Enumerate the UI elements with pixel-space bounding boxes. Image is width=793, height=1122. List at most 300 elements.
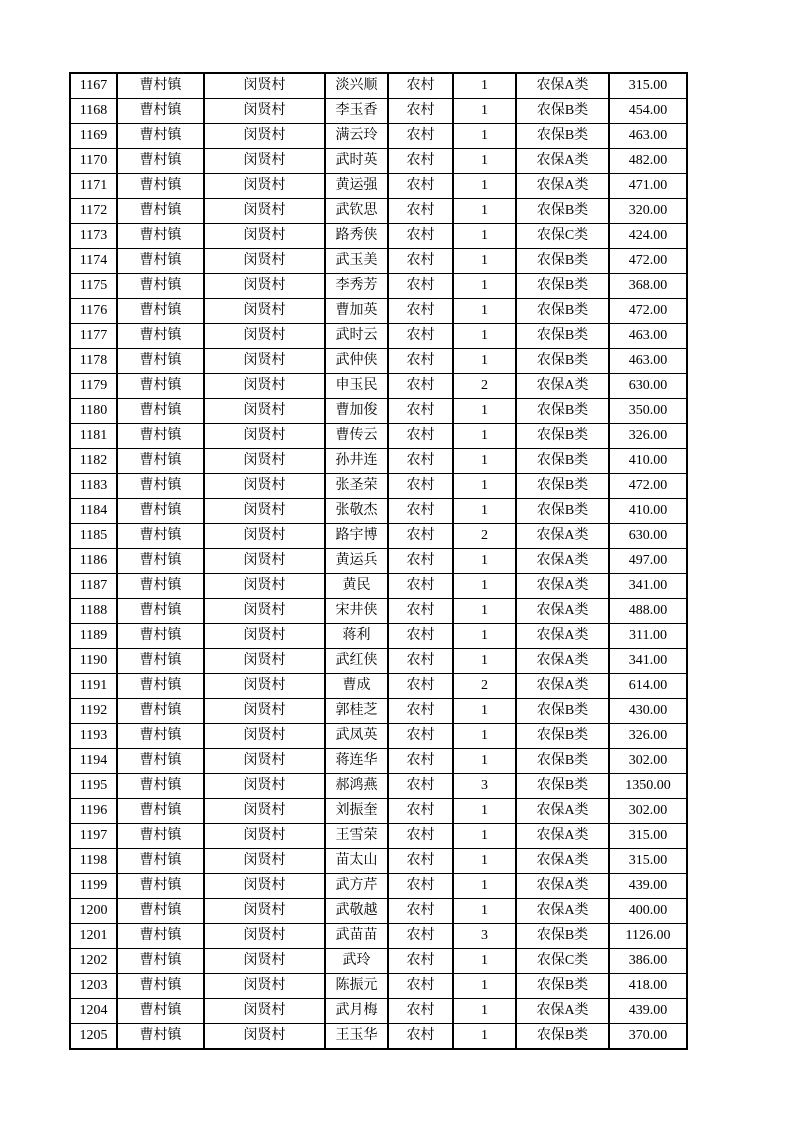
person-count-cell: 1	[453, 899, 516, 924]
table-row	[70, 749, 687, 774]
amount-cell: 1350.00	[609, 774, 687, 799]
table-row	[70, 999, 687, 1024]
amount-cell: 439.00	[609, 999, 687, 1024]
insurance-type-cell: 农保B类	[516, 774, 609, 799]
table-row	[70, 524, 687, 549]
amount-cell: 471.00	[609, 174, 687, 199]
table-row	[70, 949, 687, 974]
table-row	[70, 824, 687, 849]
person-name-cell: 宋井侠	[325, 599, 388, 624]
sequence-number-cell: 1177	[70, 324, 117, 349]
town-cell: 曹村镇	[117, 799, 204, 824]
amount-cell: 315.00	[609, 73, 687, 99]
insurance-type-cell: 农保B类	[516, 424, 609, 449]
amount-cell: 315.00	[609, 824, 687, 849]
sequence-number-cell: 1194	[70, 749, 117, 774]
person-count-cell: 1	[453, 249, 516, 274]
table-row	[70, 424, 687, 449]
amount-cell: 341.00	[609, 649, 687, 674]
insurance-type-cell: 农保B类	[516, 1024, 609, 1050]
town-cell: 曹村镇	[117, 73, 204, 99]
village-cell: 闵贤村	[204, 749, 325, 774]
records-table	[69, 72, 688, 1050]
amount-cell: 315.00	[609, 849, 687, 874]
sequence-number-cell: 1188	[70, 599, 117, 624]
person-name-cell: 张敬杰	[325, 499, 388, 524]
sequence-number-cell: 1193	[70, 724, 117, 749]
person-count-cell: 3	[453, 924, 516, 949]
town-cell: 曹村镇	[117, 649, 204, 674]
table-row	[70, 624, 687, 649]
town-cell: 曹村镇	[117, 499, 204, 524]
amount-cell: 341.00	[609, 574, 687, 599]
category-cell: 农村	[388, 824, 453, 849]
amount-cell: 482.00	[609, 149, 687, 174]
person-count-cell: 1	[453, 624, 516, 649]
village-cell: 闵贤村	[204, 99, 325, 124]
insurance-type-cell: 农保A类	[516, 649, 609, 674]
town-cell: 曹村镇	[117, 324, 204, 349]
person-name-cell: 武敬越	[325, 899, 388, 924]
person-name-cell: 李秀芳	[325, 274, 388, 299]
table-row	[70, 299, 687, 324]
insurance-type-cell: 农保B类	[516, 474, 609, 499]
person-name-cell: 路秀侠	[325, 224, 388, 249]
sequence-number-cell: 1192	[70, 699, 117, 724]
category-cell: 农村	[388, 849, 453, 874]
town-cell: 曹村镇	[117, 349, 204, 374]
insurance-type-cell: 农保B类	[516, 924, 609, 949]
category-cell: 农村	[388, 574, 453, 599]
table-row	[70, 649, 687, 674]
table-row	[70, 374, 687, 399]
person-name-cell: 张圣荣	[325, 474, 388, 499]
village-cell: 闵贤村	[204, 699, 325, 724]
village-cell: 闵贤村	[204, 324, 325, 349]
insurance-type-cell: 农保B类	[516, 199, 609, 224]
table-row	[70, 724, 687, 749]
table-row	[70, 474, 687, 499]
town-cell: 曹村镇	[117, 249, 204, 274]
category-cell: 农村	[388, 549, 453, 574]
village-cell: 闵贤村	[204, 199, 325, 224]
amount-cell: 350.00	[609, 399, 687, 424]
insurance-type-cell: 农保C类	[516, 224, 609, 249]
insurance-type-cell: 农保B类	[516, 249, 609, 274]
town-cell: 曹村镇	[117, 999, 204, 1024]
table-row	[70, 274, 687, 299]
town-cell: 曹村镇	[117, 899, 204, 924]
person-count-cell: 1	[453, 149, 516, 174]
category-cell: 农村	[388, 324, 453, 349]
amount-cell: 302.00	[609, 749, 687, 774]
village-cell: 闵贤村	[204, 124, 325, 149]
person-count-cell: 1	[453, 474, 516, 499]
person-name-cell: 武仲侠	[325, 349, 388, 374]
town-cell: 曹村镇	[117, 274, 204, 299]
table-row	[70, 349, 687, 374]
town-cell: 曹村镇	[117, 174, 204, 199]
person-count-cell: 1	[453, 224, 516, 249]
village-cell: 闵贤村	[204, 974, 325, 999]
town-cell: 曹村镇	[117, 874, 204, 899]
insurance-type-cell: 农保B类	[516, 324, 609, 349]
sequence-number-cell: 1185	[70, 524, 117, 549]
insurance-type-cell: 农保B类	[516, 974, 609, 999]
town-cell: 曹村镇	[117, 774, 204, 799]
category-cell: 农村	[388, 99, 453, 124]
person-name-cell: 曹传云	[325, 424, 388, 449]
sequence-number-cell: 1176	[70, 299, 117, 324]
village-cell: 闵贤村	[204, 1024, 325, 1050]
person-name-cell: 孙井连	[325, 449, 388, 474]
category-cell: 农村	[388, 749, 453, 774]
person-name-cell: 黄运强	[325, 174, 388, 199]
town-cell: 曹村镇	[117, 374, 204, 399]
village-cell: 闵贤村	[204, 374, 325, 399]
table-row	[70, 549, 687, 574]
insurance-type-cell: 农保B类	[516, 349, 609, 374]
table-row	[70, 73, 687, 99]
amount-cell: 370.00	[609, 1024, 687, 1050]
amount-cell: 1126.00	[609, 924, 687, 949]
town-cell: 曹村镇	[117, 449, 204, 474]
village-cell: 闵贤村	[204, 999, 325, 1024]
sequence-number-cell: 1168	[70, 99, 117, 124]
person-count-cell: 2	[453, 524, 516, 549]
category-cell: 农村	[388, 699, 453, 724]
table-row	[70, 149, 687, 174]
table-row	[70, 574, 687, 599]
amount-cell: 488.00	[609, 599, 687, 624]
town-cell: 曹村镇	[117, 824, 204, 849]
person-name-cell: 李玉香	[325, 99, 388, 124]
person-name-cell: 武方芹	[325, 874, 388, 899]
amount-cell: 430.00	[609, 699, 687, 724]
person-count-cell: 1	[453, 399, 516, 424]
amount-cell: 302.00	[609, 799, 687, 824]
person-count-cell: 1	[453, 124, 516, 149]
village-cell: 闵贤村	[204, 949, 325, 974]
person-name-cell: 王雪荣	[325, 824, 388, 849]
insurance-type-cell: 农保A类	[516, 824, 609, 849]
person-count-cell: 1	[453, 649, 516, 674]
town-cell: 曹村镇	[117, 1024, 204, 1050]
sequence-number-cell: 1173	[70, 224, 117, 249]
category-cell: 农村	[388, 524, 453, 549]
table-row	[70, 699, 687, 724]
village-cell: 闵贤村	[204, 724, 325, 749]
village-cell: 闵贤村	[204, 524, 325, 549]
person-count-cell: 1	[453, 449, 516, 474]
amount-cell: 439.00	[609, 874, 687, 899]
sequence-number-cell: 1170	[70, 149, 117, 174]
insurance-type-cell: 农保B类	[516, 699, 609, 724]
person-count-cell: 1	[453, 199, 516, 224]
amount-cell: 368.00	[609, 274, 687, 299]
person-count-cell: 1	[453, 724, 516, 749]
category-cell: 农村	[388, 924, 453, 949]
category-cell: 农村	[388, 174, 453, 199]
person-name-cell: 苗太山	[325, 849, 388, 874]
category-cell: 农村	[388, 674, 453, 699]
category-cell: 农村	[388, 124, 453, 149]
category-cell: 农村	[388, 249, 453, 274]
amount-cell: 400.00	[609, 899, 687, 924]
insurance-type-cell: 农保A类	[516, 849, 609, 874]
village-cell: 闵贤村	[204, 849, 325, 874]
person-name-cell: 黄民	[325, 574, 388, 599]
sequence-number-cell: 1178	[70, 349, 117, 374]
sequence-number-cell: 1189	[70, 624, 117, 649]
insurance-type-cell: 农保B类	[516, 99, 609, 124]
table-row	[70, 1024, 687, 1050]
category-cell: 农村	[388, 374, 453, 399]
category-cell: 农村	[388, 1024, 453, 1050]
town-cell: 曹村镇	[117, 224, 204, 249]
person-name-cell: 武钦思	[325, 199, 388, 224]
insurance-type-cell: 农保A类	[516, 73, 609, 99]
town-cell: 曹村镇	[117, 749, 204, 774]
person-name-cell: 申玉民	[325, 374, 388, 399]
amount-cell: 410.00	[609, 499, 687, 524]
insurance-type-cell: 农保B类	[516, 399, 609, 424]
town-cell: 曹村镇	[117, 199, 204, 224]
town-cell: 曹村镇	[117, 474, 204, 499]
category-cell: 农村	[388, 499, 453, 524]
person-name-cell: 路宇博	[325, 524, 388, 549]
sequence-number-cell: 1179	[70, 374, 117, 399]
category-cell: 农村	[388, 899, 453, 924]
category-cell: 农村	[388, 949, 453, 974]
insurance-type-cell: 农保A类	[516, 549, 609, 574]
village-cell: 闵贤村	[204, 899, 325, 924]
category-cell: 农村	[388, 424, 453, 449]
person-count-cell: 1	[453, 1024, 516, 1050]
table-row	[70, 874, 687, 899]
person-name-cell: 曹加英	[325, 299, 388, 324]
person-count-cell: 2	[453, 374, 516, 399]
table-row	[70, 599, 687, 624]
amount-cell: 320.00	[609, 199, 687, 224]
person-name-cell: 武时英	[325, 149, 388, 174]
village-cell: 闵贤村	[204, 624, 325, 649]
town-cell: 曹村镇	[117, 124, 204, 149]
amount-cell: 614.00	[609, 674, 687, 699]
category-cell: 农村	[388, 474, 453, 499]
sequence-number-cell: 1172	[70, 199, 117, 224]
insurance-type-cell: 农保A类	[516, 799, 609, 824]
table-row	[70, 324, 687, 349]
town-cell: 曹村镇	[117, 924, 204, 949]
amount-cell: 463.00	[609, 349, 687, 374]
insurance-type-cell: 农保A类	[516, 374, 609, 399]
insurance-type-cell: 农保A类	[516, 624, 609, 649]
amount-cell: 472.00	[609, 249, 687, 274]
person-count-cell: 1	[453, 299, 516, 324]
person-name-cell: 满云玲	[325, 124, 388, 149]
amount-cell: 326.00	[609, 424, 687, 449]
category-cell: 农村	[388, 399, 453, 424]
town-cell: 曹村镇	[117, 524, 204, 549]
village-cell: 闵贤村	[204, 574, 325, 599]
insurance-type-cell: 农保A类	[516, 149, 609, 174]
sequence-number-cell: 1171	[70, 174, 117, 199]
person-count-cell: 3	[453, 774, 516, 799]
village-cell: 闵贤村	[204, 224, 325, 249]
sequence-number-cell: 1167	[70, 73, 117, 99]
table-row	[70, 924, 687, 949]
town-cell: 曹村镇	[117, 699, 204, 724]
village-cell: 闵贤村	[204, 549, 325, 574]
table-row	[70, 399, 687, 424]
person-name-cell: 曹加俊	[325, 399, 388, 424]
table-row	[70, 799, 687, 824]
table-row	[70, 224, 687, 249]
category-cell: 农村	[388, 349, 453, 374]
amount-cell: 311.00	[609, 624, 687, 649]
town-cell: 曹村镇	[117, 974, 204, 999]
person-name-cell: 武玲	[325, 949, 388, 974]
village-cell: 闵贤村	[204, 774, 325, 799]
insurance-type-cell: 农保B类	[516, 499, 609, 524]
person-count-cell: 2	[453, 674, 516, 699]
person-count-cell: 1	[453, 549, 516, 574]
insurance-type-cell: 农保B类	[516, 449, 609, 474]
table-row	[70, 124, 687, 149]
insurance-type-cell: 农保A类	[516, 874, 609, 899]
category-cell: 农村	[388, 624, 453, 649]
town-cell: 曹村镇	[117, 299, 204, 324]
category-cell: 农村	[388, 999, 453, 1024]
table-row	[70, 849, 687, 874]
category-cell: 农村	[388, 73, 453, 99]
category-cell: 农村	[388, 449, 453, 474]
sequence-number-cell: 1174	[70, 249, 117, 274]
category-cell: 农村	[388, 799, 453, 824]
table-row	[70, 674, 687, 699]
town-cell: 曹村镇	[117, 399, 204, 424]
person-name-cell: 武红侠	[325, 649, 388, 674]
category-cell: 农村	[388, 224, 453, 249]
sequence-number-cell: 1204	[70, 999, 117, 1024]
category-cell: 农村	[388, 274, 453, 299]
person-name-cell: 郝鸿燕	[325, 774, 388, 799]
amount-cell: 630.00	[609, 374, 687, 399]
person-count-cell: 1	[453, 349, 516, 374]
person-count-cell: 1	[453, 799, 516, 824]
person-count-cell: 1	[453, 749, 516, 774]
village-cell: 闵贤村	[204, 599, 325, 624]
person-count-cell: 1	[453, 174, 516, 199]
table-row	[70, 774, 687, 799]
table-row	[70, 499, 687, 524]
person-count-cell: 1	[453, 73, 516, 99]
sequence-number-cell: 1201	[70, 924, 117, 949]
amount-cell: 463.00	[609, 124, 687, 149]
sequence-number-cell: 1181	[70, 424, 117, 449]
amount-cell: 454.00	[609, 99, 687, 124]
amount-cell: 424.00	[609, 224, 687, 249]
person-name-cell: 蒋利	[325, 624, 388, 649]
sequence-number-cell: 1198	[70, 849, 117, 874]
amount-cell: 463.00	[609, 324, 687, 349]
table-row	[70, 174, 687, 199]
amount-cell: 472.00	[609, 299, 687, 324]
sequence-number-cell: 1195	[70, 774, 117, 799]
person-name-cell: 武凤英	[325, 724, 388, 749]
sequence-number-cell: 1184	[70, 499, 117, 524]
table-row	[70, 899, 687, 924]
amount-cell: 410.00	[609, 449, 687, 474]
village-cell: 闵贤村	[204, 174, 325, 199]
town-cell: 曹村镇	[117, 724, 204, 749]
person-name-cell: 黄运兵	[325, 549, 388, 574]
category-cell: 农村	[388, 199, 453, 224]
town-cell: 曹村镇	[117, 99, 204, 124]
town-cell: 曹村镇	[117, 849, 204, 874]
category-cell: 农村	[388, 974, 453, 999]
records-table-body	[70, 73, 687, 1049]
sequence-number-cell: 1196	[70, 799, 117, 824]
sequence-number-cell: 1182	[70, 449, 117, 474]
amount-cell: 630.00	[609, 524, 687, 549]
person-count-cell: 1	[453, 849, 516, 874]
town-cell: 曹村镇	[117, 574, 204, 599]
category-cell: 农村	[388, 299, 453, 324]
village-cell: 闵贤村	[204, 874, 325, 899]
insurance-type-cell: 农保A类	[516, 174, 609, 199]
sequence-number-cell: 1191	[70, 674, 117, 699]
insurance-type-cell: 农保B类	[516, 124, 609, 149]
category-cell: 农村	[388, 649, 453, 674]
town-cell: 曹村镇	[117, 624, 204, 649]
insurance-type-cell: 农保A类	[516, 524, 609, 549]
amount-cell: 497.00	[609, 549, 687, 574]
village-cell: 闵贤村	[204, 499, 325, 524]
insurance-type-cell: 农保B类	[516, 299, 609, 324]
sequence-number-cell: 1202	[70, 949, 117, 974]
village-cell: 闵贤村	[204, 349, 325, 374]
person-count-cell: 1	[453, 699, 516, 724]
sequence-number-cell: 1169	[70, 124, 117, 149]
table-row	[70, 449, 687, 474]
category-cell: 农村	[388, 774, 453, 799]
person-name-cell: 武苗苗	[325, 924, 388, 949]
person-name-cell: 王玉华	[325, 1024, 388, 1050]
person-name-cell: 蒋连华	[325, 749, 388, 774]
village-cell: 闵贤村	[204, 674, 325, 699]
person-count-cell: 1	[453, 274, 516, 299]
person-count-cell: 1	[453, 424, 516, 449]
town-cell: 曹村镇	[117, 149, 204, 174]
village-cell: 闵贤村	[204, 799, 325, 824]
person-name-cell: 郭桂芝	[325, 699, 388, 724]
village-cell: 闵贤村	[204, 924, 325, 949]
category-cell: 农村	[388, 724, 453, 749]
sequence-number-cell: 1205	[70, 1024, 117, 1050]
insurance-type-cell: 农保A类	[516, 999, 609, 1024]
sequence-number-cell: 1175	[70, 274, 117, 299]
town-cell: 曹村镇	[117, 424, 204, 449]
sequence-number-cell: 1180	[70, 399, 117, 424]
person-count-cell: 1	[453, 324, 516, 349]
village-cell: 闵贤村	[204, 649, 325, 674]
sequence-number-cell: 1200	[70, 899, 117, 924]
person-name-cell: 武月梅	[325, 999, 388, 1024]
insurance-type-cell: 农保B类	[516, 749, 609, 774]
person-name-cell: 刘振奎	[325, 799, 388, 824]
